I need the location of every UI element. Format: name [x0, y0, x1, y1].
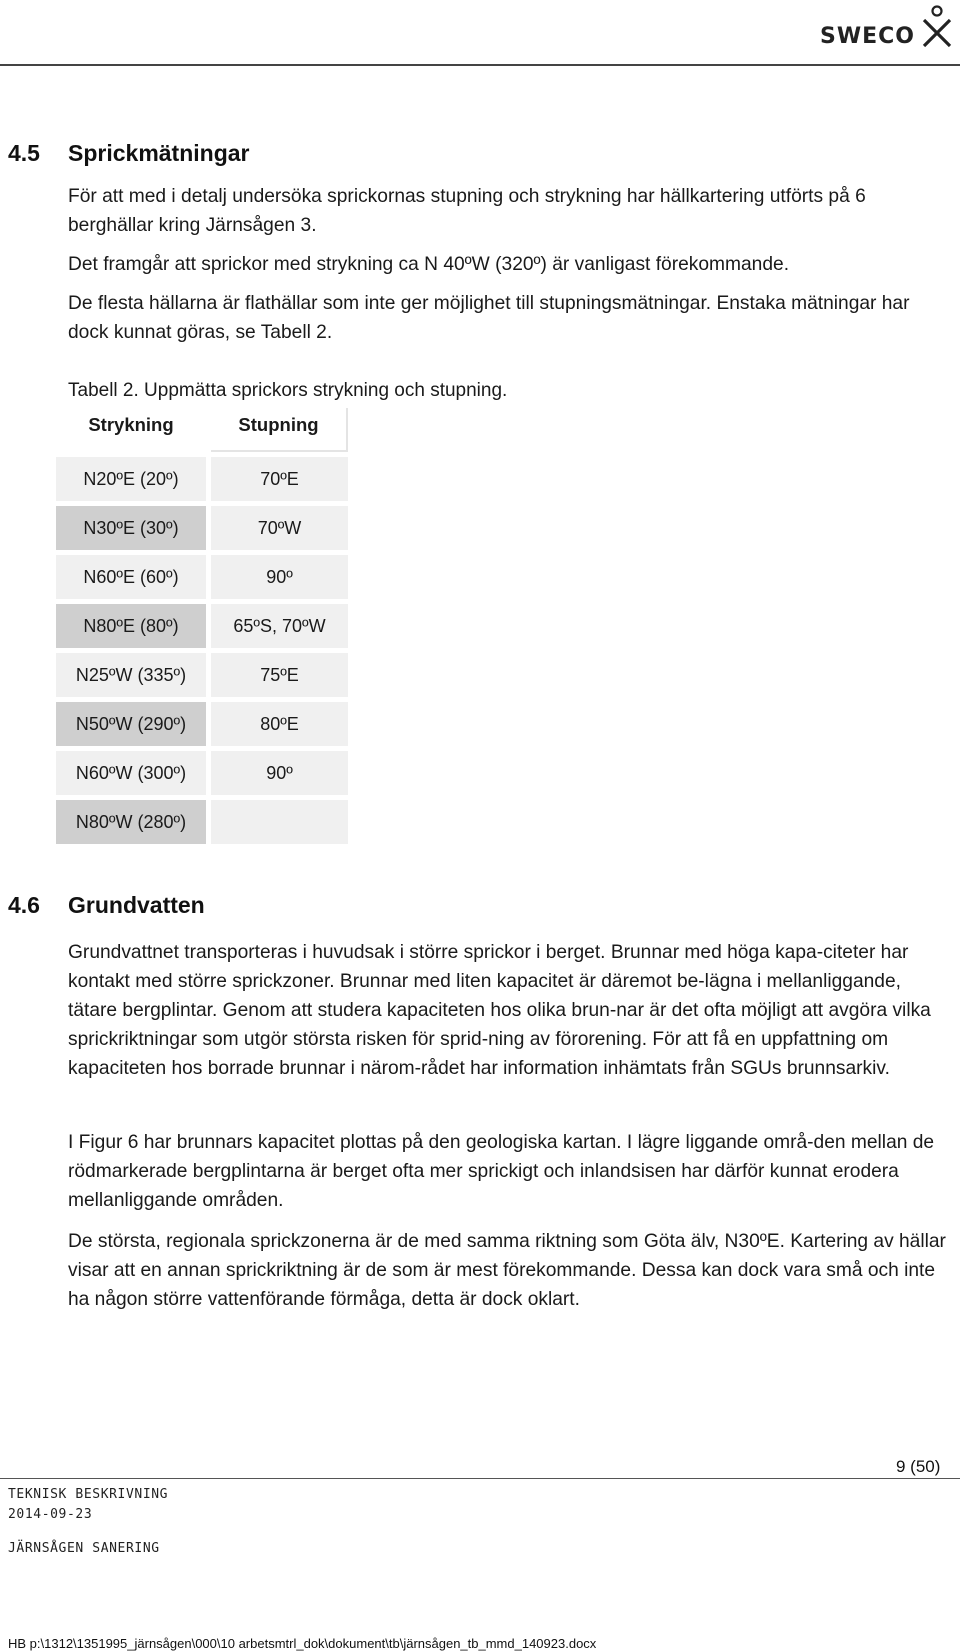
table-row [56, 751, 353, 795]
section-number: 4.5 [8, 140, 40, 166]
project-name: JÄRNSÅGEN SANERING [8, 1541, 160, 1556]
sweco-logo-icon [920, 4, 954, 48]
table-cell: N20ºE (20º) [56, 457, 206, 501]
section-number: 4.6 [8, 892, 40, 918]
table-cell: N50ºW (290º) [56, 702, 206, 746]
table-cell: 90º [211, 751, 348, 795]
table-row [56, 555, 353, 599]
table-cell: N25ºW (335º) [56, 653, 206, 697]
column-header: Stupning [211, 408, 348, 452]
table-cell: 80ºE [211, 702, 348, 746]
paragraph: För att med i detalj undersöka sprickornas stupning och strykning har hällkartering utförts på 6 berghällar kring Järnsågen 3. [68, 186, 866, 236]
header-divider [0, 64, 960, 66]
table-cell: N60ºE (60º) [56, 555, 206, 599]
table-caption: Tabell 2. Uppmätta sprickors strykning och stupning. [68, 380, 508, 401]
table-cell: N80ºW (280º) [56, 800, 206, 844]
section-title: Sprickmätningar [68, 140, 250, 166]
table-cell: 70ºW [211, 506, 348, 550]
table-cell: N80ºE (80º) [56, 604, 206, 648]
table-row [56, 800, 353, 844]
table-row [56, 506, 353, 550]
section-heading-4-6 [8, 892, 205, 919]
table-row [56, 702, 353, 746]
footer-divider [0, 1478, 960, 1479]
table-cell: N30ºE (30º) [56, 506, 206, 550]
table-cell: 70ºE [211, 457, 348, 501]
table-cell: 75ºE [211, 653, 348, 697]
document-type: TEKNISK BESKRIVNING [8, 1487, 169, 1502]
table-row [56, 457, 353, 501]
table-cell: 90º [211, 555, 348, 599]
table-row [56, 653, 353, 697]
table-row [56, 604, 353, 648]
table-header-row [56, 408, 353, 452]
paragraph: De flesta hällarna är flathällar som inte ger möjlighet till stupningsmätningar. Enstaka mätningar har dock kunnat göras, se Tabell 2. [68, 293, 910, 343]
file-path: HB p:\1312\1351995_järnsågen\000\10 arbetsmtrl_dok\dokument\tb\järnsågen_tb_mmd_140923.docx [8, 1636, 597, 1651]
table-cell: N60ºW (300º) [56, 751, 206, 795]
paragraph: Grundvattnet transporteras i huvudsak i större sprickor i berget. Brunnar med höga kapa-citeter har kontakt med större sprickzoner. Brunnar med liten kapacitet är däremot be-lägna i mellanliggande, tätare bergplintar. Genom att studera kapaciteten hos olika brun-nar är det ofta möjligt att avgöra vilka sprickriktningar som utgör största risken för sprid-ning av förorening. För att få en uppfattning om kapaciteten hos borrade brunnar i närom-rådet har information inhämtats från SGUs brunnsarkiv. [68, 942, 931, 1079]
paragraph: De största, regionala sprickzonerna är de med samma riktning som Göta älv, N30ºE. Kartering av hällar visar att en annan sprickriktning är de som är mest förekommande. Dessa kan dock vara små och inte ha någon större vattenförande förmåga, detta är dock oklart. [68, 1231, 946, 1310]
column-header: Strykning [56, 408, 206, 452]
table-cell [211, 800, 348, 844]
paragraph: Det framgår att sprickor med strykning ca N 40ºW (320º) är vanligast förekommande. [68, 254, 790, 275]
section-heading-4-5 [8, 140, 250, 167]
document-date: 2014-09-23 [8, 1507, 93, 1522]
fracture-table [56, 408, 353, 844]
company-logo-text: SWECO [820, 24, 915, 49]
paragraph: I Figur 6 har brunnars kapacitet plottas på den geologiska kartan. I lägre liggande områ-den mellan de rödmarkerade bergplintarna är berget ofta mer sprickigt och inlandsisen har därför kunnat erodera mellanliggande områden. [68, 1132, 935, 1211]
section-title: Grundvatten [68, 892, 205, 918]
table-cell: 65ºS, 70ºW [211, 604, 348, 648]
page-number: 9 (50) [896, 1457, 941, 1476]
